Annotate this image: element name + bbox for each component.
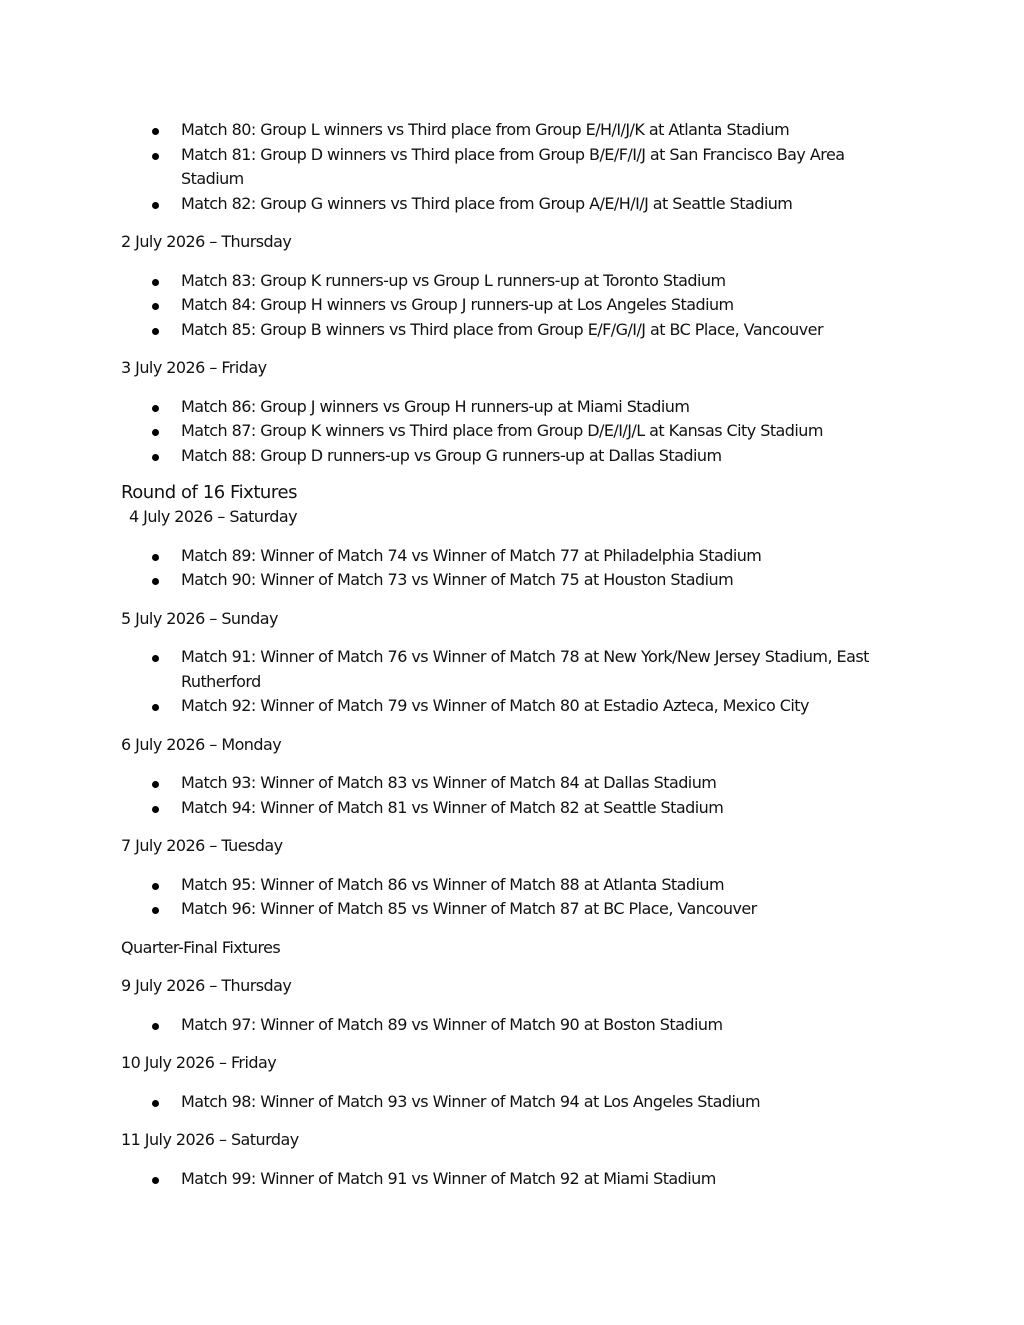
fixture-list — [121, 1013, 891, 1038]
document-page — [121, 118, 891, 1191]
fixture-list — [121, 1167, 891, 1192]
fixture-item: Match 93: Winner of Match 83 vs Winner of Match 84 at Dallas Stadium — [121, 771, 891, 796]
bullet-icon — [152, 454, 159, 461]
fixture-item: Match 94: Winner of Match 81 vs Winner of Match 82 at Seattle Stadium — [121, 796, 891, 821]
fixture-date: 5 July 2026 – Sunday — [121, 608, 278, 628]
fixture-item: Match 84: Group H winners vs Group J runners-up at Los Angeles Stadium — [121, 293, 891, 318]
fixture-item: Match 85: Group B winners vs Third place from Group E/F/G/I/J at BC Place, Vancouver — [121, 318, 891, 343]
bullet-icon — [152, 806, 159, 813]
bullet-icon — [152, 883, 159, 890]
fixture-date: 3 July 2026 – Friday — [121, 358, 267, 377]
fixture-list — [121, 873, 891, 922]
fixture-list — [121, 645, 891, 719]
fixture-item: Match 86: Group J winners vs Group H runners-up at Miami Stadium — [121, 395, 891, 420]
bullet-icon — [152, 578, 159, 585]
fixture-item: Match 91: Winner of Match 76 vs Winner of Match 78 at New York/New Jersey Stadium, East Rutherford — [121, 645, 891, 694]
bullet-icon — [152, 907, 159, 914]
fixture-item: Match 82: Group G winners vs Third place from Group A/E/H/I/J at Seattle Stadium — [121, 192, 891, 217]
fixture-list — [121, 544, 891, 593]
fixture-item: Match 80: Group L winners vs Third place from Group E/H/I/J/K at Atlanta Stadium — [121, 118, 891, 143]
fixture-list — [121, 269, 891, 343]
fixture-item: Match 99: Winner of Match 91 vs Winner of Match 92 at Miami Stadium — [121, 1167, 891, 1192]
fixture-date: 10 July 2026 – Friday — [121, 1053, 277, 1072]
fixture-item: Match 97: Winner of Match 89 vs Winner of Match 90 at Boston Stadium — [121, 1013, 891, 1038]
fixture-list — [121, 395, 891, 469]
bullet-icon — [152, 704, 159, 711]
fixture-item: Match 88: Group D runners-up vs Group G runners-up at Dallas Stadium — [121, 444, 891, 469]
bullet-icon — [152, 405, 159, 412]
fixture-item: Match 87: Group K winners vs Third place from Group D/E/I/J/L at Kansas City Stadium — [121, 419, 891, 444]
bullet-icon — [152, 1177, 159, 1184]
fixture-list — [121, 1090, 891, 1115]
bullet-icon — [152, 128, 159, 135]
bullet-icon — [152, 303, 159, 310]
fixture-list — [121, 771, 891, 820]
bullet-icon — [152, 655, 159, 662]
fixture-list — [121, 118, 891, 216]
fixture-date: 6 July 2026 – Monday — [121, 734, 282, 754]
bullet-icon — [152, 554, 159, 561]
bullet-icon — [152, 279, 159, 286]
bullet-icon — [152, 429, 159, 436]
section-heading: Round of 16 Fixtures — [121, 482, 297, 503]
fixture-date: 4 July 2026 – Saturday — [129, 507, 298, 526]
bullet-icon — [152, 1100, 159, 1107]
fixture-item: Match 92: Winner of Match 79 vs Winner of Match 80 at Estadio Azteca, Mexico City — [121, 694, 891, 719]
fixture-date: 9 July 2026 – Thursday — [121, 976, 292, 995]
fixture-item: Match 89: Winner of Match 74 vs Winner of Match 77 at Philadelphia Stadium — [121, 544, 891, 569]
bullet-icon — [152, 781, 159, 788]
fixture-item: Match 96: Winner of Match 85 vs Winner of Match 87 at BC Place, Vancouver — [121, 897, 891, 922]
fixture-item: Match 95: Winner of Match 86 vs Winner of Match 88 at Atlanta Stadium — [121, 873, 891, 898]
bullet-icon — [152, 153, 159, 160]
bullet-icon — [152, 1023, 159, 1030]
bullet-icon — [152, 328, 159, 335]
fixture-item: Match 98: Winner of Match 93 vs Winner of Match 94 at Los Angeles Stadium — [121, 1090, 891, 1115]
fixture-date: 7 July 2026 – Tuesday — [121, 836, 283, 855]
bullet-icon — [152, 202, 159, 209]
fixture-date: 11 July 2026 – Saturday — [121, 1130, 299, 1149]
section-heading: Quarter-Final Fixtures — [121, 937, 281, 957]
fixture-item: Match 90: Winner of Match 73 vs Winner of Match 75 at Houston Stadium — [121, 568, 891, 593]
fixture-item: Match 83: Group K runners-up vs Group L runners-up at Toronto Stadium — [121, 269, 891, 294]
fixture-item: Match 81: Group D winners vs Third place from Group B/E/F/I/J at San Francisco Bay Area Stadium — [121, 143, 891, 192]
fixture-date: 2 July 2026 – Thursday — [121, 232, 292, 251]
